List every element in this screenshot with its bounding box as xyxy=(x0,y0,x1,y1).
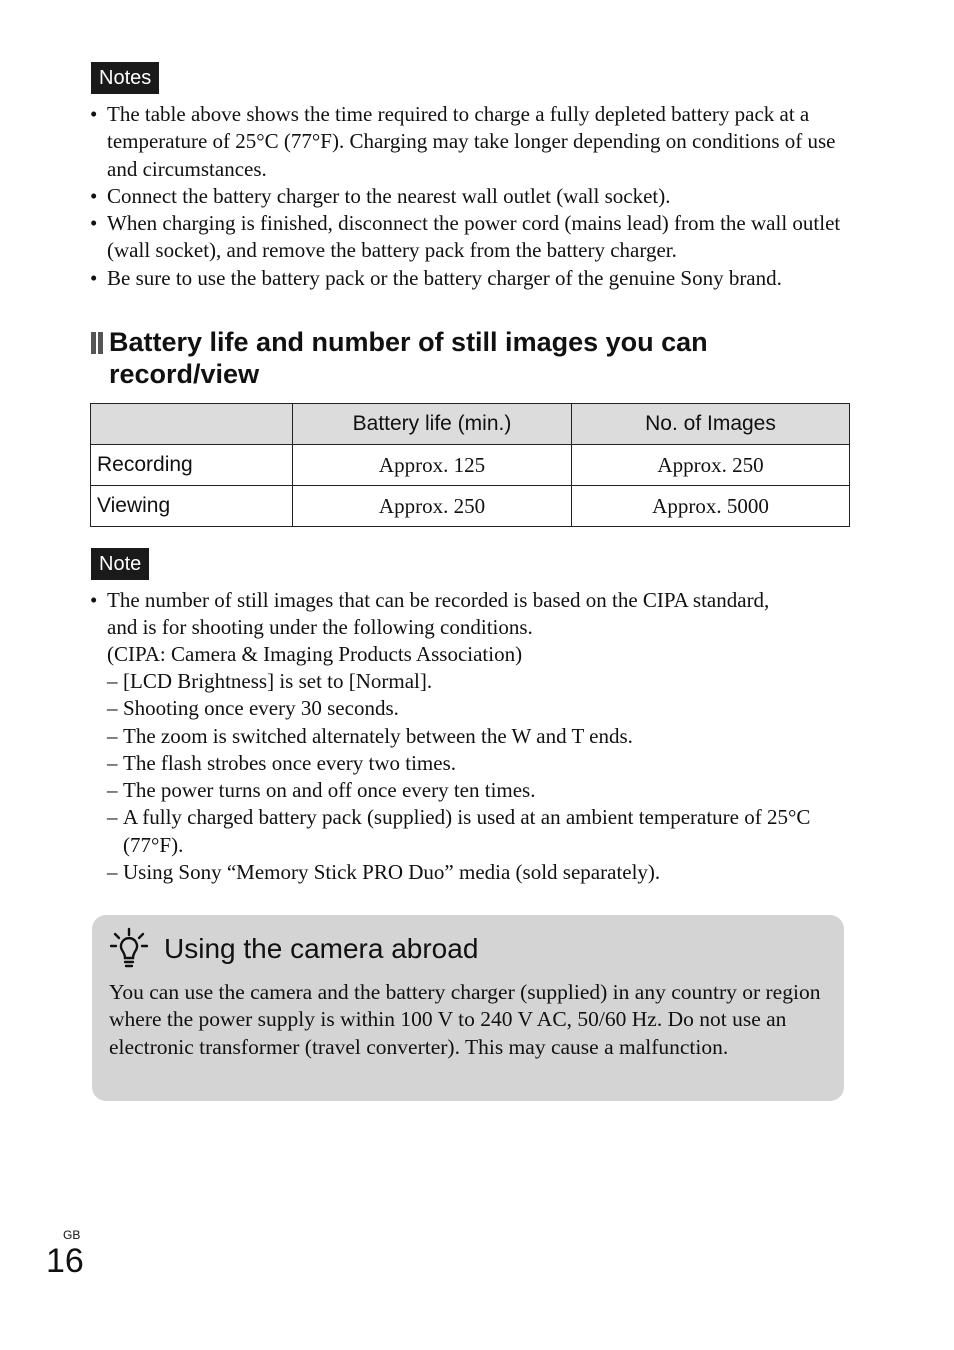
page-number: 16 xyxy=(46,1242,84,1280)
column-header: Battery life (min.) xyxy=(293,404,572,445)
list-item: • When charging is finished, disconnect the power cord (mains lead) from the wall outlet (wall socket), and remove the battery pack from the battery charger. xyxy=(90,211,841,263)
hint-title: Using the camera abroad xyxy=(164,933,479,964)
table-cell: Approx. 5000 xyxy=(572,486,850,527)
column-header xyxy=(91,404,293,445)
notes-list xyxy=(90,101,850,292)
list-item: – The power turns on and off once every ten times. xyxy=(107,778,536,803)
list-item: • Be sure to use the battery pack or the battery charger of the genuine Sony brand. xyxy=(90,265,782,290)
table-row xyxy=(91,445,850,486)
list-item: • Connect the battery charger to the nearest wall outlet (wall socket). xyxy=(90,183,671,208)
note-line: and is for shooting under the following conditions. xyxy=(107,615,533,639)
table-header-row xyxy=(91,404,850,445)
section-heading xyxy=(91,326,851,390)
conditions-list xyxy=(107,668,847,886)
list-item: – [LCD Brightness] is set to [Normal]. xyxy=(107,669,433,693)
section-title: Battery life and number of still images you can record/view xyxy=(109,327,708,389)
table-cell: Approx. 125 xyxy=(293,445,572,486)
hint-body: You can use the camera and the battery charger (supplied) in any country or region where the power supply is within 100 V to 240 V AC, 50/60 Hz. Do not use an electronic transformer (travel converter). This may cause a malfunction. xyxy=(109,980,821,1059)
note-label: Note xyxy=(91,548,149,580)
hint-box xyxy=(92,915,844,1101)
lightbulb-icon xyxy=(110,927,148,971)
table-cell: Approx. 250 xyxy=(572,445,850,486)
region-code: GB xyxy=(63,1228,81,1242)
list-item: – The zoom is switched alternately between the W and T ends. xyxy=(107,723,633,748)
table-row xyxy=(91,486,850,527)
list-item: • The table above shows the time required to charge a fully depleted battery pack at a temperature of 25°C (77°F). Charging may take longer depending on conditions of use and circumstances. xyxy=(90,102,836,181)
note-list xyxy=(90,587,850,614)
list-item: – Using Sony “Memory Stick PRO Duo” media (sold separately). xyxy=(107,860,661,885)
note-continuation xyxy=(107,614,847,669)
list-item: – The flash strobes once every two times. xyxy=(107,750,456,775)
row-label: Recording xyxy=(91,445,293,486)
row-label: Viewing xyxy=(91,486,293,527)
list-item: • The number of still images that can be recorded is based on the CIPA standard, xyxy=(90,588,770,612)
notes-label: Notes xyxy=(91,62,159,94)
table-cell: Approx. 250 xyxy=(293,486,572,527)
list-item: – Shooting once every 30 seconds. xyxy=(107,696,399,721)
heading-marker-icon xyxy=(91,332,103,354)
battery-life-table xyxy=(90,403,850,527)
note-line: (CIPA: Camera & Imaging Products Association) xyxy=(107,642,523,667)
list-item: – A fully charged battery pack (supplied) is used at an ambient temperature of 25°C (77°F). xyxy=(107,805,811,857)
column-header: No. of Images xyxy=(572,404,850,445)
